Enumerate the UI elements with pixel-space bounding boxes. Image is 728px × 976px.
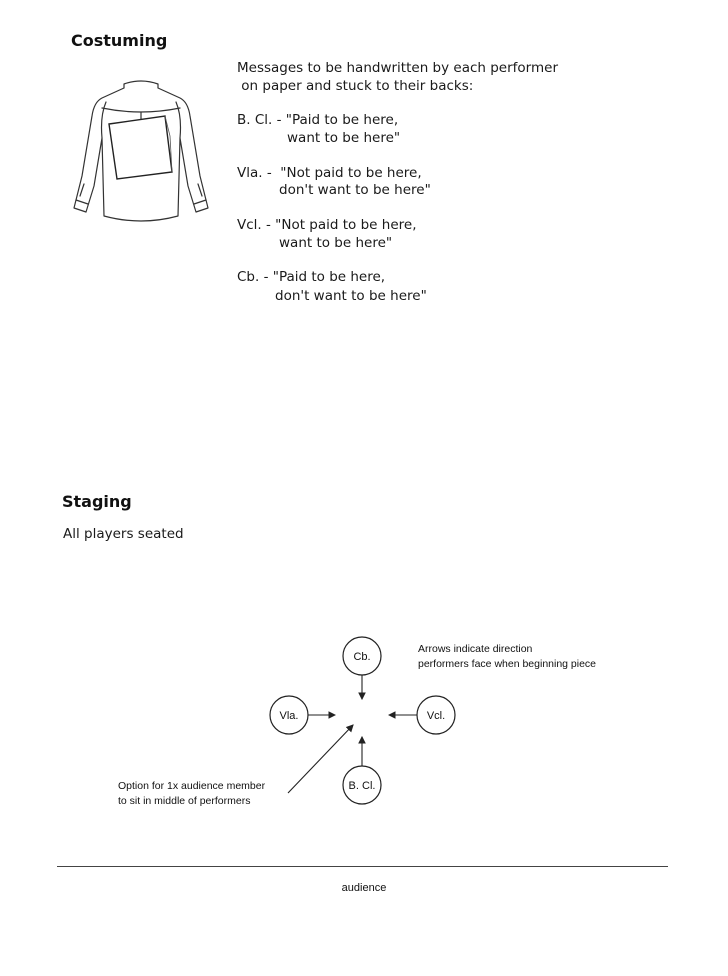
shirt-back-illustration (66, 76, 216, 224)
paper-note-icon (109, 116, 172, 179)
note-right-line2: performers face when beginning piece (418, 658, 597, 670)
message-bcl-line1: B. Cl. - "Paid to be here, (237, 112, 399, 128)
note-right-line1: Arrows indicate direction (418, 643, 533, 655)
note-left-line1: Option for 1x audience member (118, 780, 266, 792)
player-label-bcl: B. Cl. (348, 780, 376, 792)
message-vla-line1: Vla. - "Not paid to be here, (237, 165, 422, 181)
message-vcl-line2: want to be here" (279, 235, 393, 251)
audience-label: audience (341, 882, 387, 894)
costuming-intro (237, 60, 558, 95)
costuming-heading: Costuming (71, 31, 168, 50)
message-bcl-line2: want to be here" (287, 130, 401, 146)
player-label-vcl: Vcl. (426, 710, 446, 722)
message-cb-line1: Cb. - "Paid to be here, (237, 269, 386, 285)
message-cb-line2: don't want to be here" (275, 288, 427, 304)
note-left-line2: to sit in middle of performers (118, 795, 251, 807)
intro-line: on paper and stuck to their backs: (237, 77, 474, 94)
player-label-cb: Cb. (353, 651, 371, 663)
message-vla-line2: don't want to be here" (279, 182, 431, 198)
intro-line: Messages to be handwritten by each performer (237, 60, 558, 76)
staging-diagram (0, 600, 728, 820)
player-label-vla: Vla. (279, 710, 299, 722)
audience-divider (57, 866, 668, 867)
staging-heading: Staging (62, 492, 132, 511)
staging-subtitle: All players seated (63, 526, 184, 542)
message-vcl-line1: Vcl. - "Not paid to be here, (237, 217, 417, 233)
